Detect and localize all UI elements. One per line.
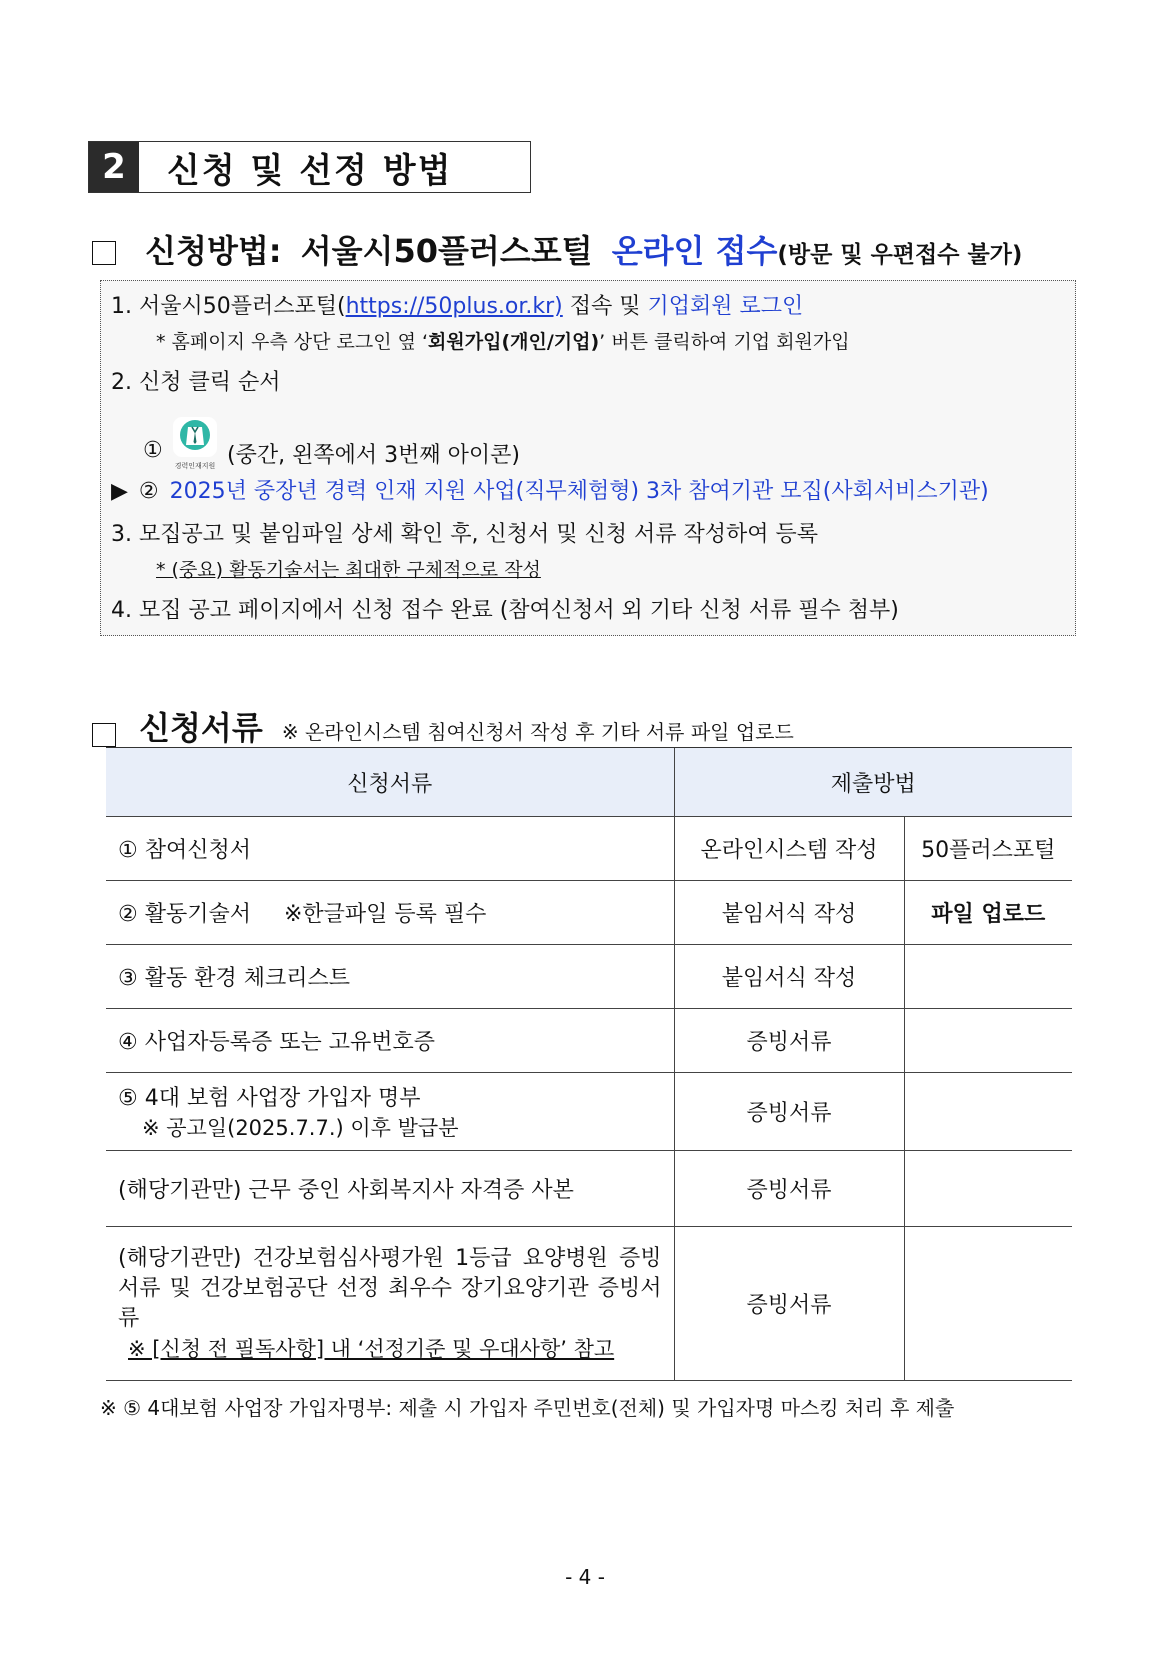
section-title: 신청 및 선정 방법	[167, 150, 453, 191]
step-1-note-bold: 회원가입(개인/기업)	[428, 331, 600, 353]
table-row	[106, 1073, 1072, 1151]
step-2-circle-1: ①	[143, 438, 163, 463]
arrow-right-icon: ▶	[111, 479, 128, 504]
method-cell: 붙임서식 작성	[674, 881, 904, 945]
step-3: 3. 모집공고 및 붙임파일 상세 확인 후, 신청서 및 신청 서류 작성하여 등록	[111, 522, 818, 547]
career-talent-app-icon[interactable]	[171, 415, 219, 471]
table-row	[106, 1009, 1072, 1073]
doc-note: ※한글파일 등록 필수	[283, 902, 487, 927]
step-2-program-line	[111, 474, 989, 505]
table-row	[106, 881, 1072, 945]
docs-heading-note: ※ 온라인시스템 침여신청서 작성 후 기타 서류 파일 업로드	[281, 720, 794, 744]
docs-heading-label: 신청서류	[139, 709, 263, 747]
table-header-row	[106, 748, 1072, 817]
app-icon-caption: 경력인재지원	[174, 462, 216, 470]
table-row	[106, 817, 1072, 881]
step-1-note	[156, 327, 850, 354]
step-2-icon-desc: (중간, 왼쪽에서 3번째 아이콘)	[227, 443, 520, 468]
extra-cell: 50플러스포털	[904, 817, 1072, 881]
step-1-login: 기업회원 로그인	[647, 294, 804, 319]
table-row	[106, 945, 1072, 1009]
footnote: ※ ⑤ 4대보험 사업장 가입자명부: 제출 시 가입자 주민번호(전체) 및 가입자명 마스킹 처리 후 제출	[100, 1396, 955, 1420]
method-cell: 붙임서식 작성	[674, 945, 904, 1009]
extra-cell	[904, 1151, 1072, 1227]
doc-cell: ④ 사업자등록증 또는 고유번호증	[106, 1009, 674, 1073]
step-1-note-b: ’ 버튼 클릭하여 기업 회원가입	[599, 331, 850, 353]
method-steps-box	[100, 280, 1076, 636]
method-cell: 증빙서류	[674, 1227, 904, 1381]
portal-link[interactable]: https://50plus.or.kr)	[345, 294, 563, 319]
doc-label: ② 활동기술서	[118, 902, 251, 927]
step-2-circle-2: ②	[138, 479, 159, 504]
step-3-note: * (중요) 활동기술서는 최대한 구체적으로 작성	[156, 559, 541, 581]
method-cell: 증빙서류	[674, 1073, 904, 1151]
extra-cell: 파일 업로드	[904, 881, 1072, 945]
step-1	[111, 289, 803, 320]
method-heading	[92, 226, 1022, 272]
doc-note: ※ [신청 전 필독사항] 내 ‘선정기준 및 우대사항’ 참고	[128, 1336, 615, 1361]
col-header-method: 제출방법	[674, 748, 1072, 817]
doc-cell: ① 참여신청서	[106, 817, 674, 881]
extra-cell	[904, 1227, 1072, 1381]
extra-cell	[904, 945, 1072, 1009]
step-2-program[interactable]: 2025년 중장년 경력 인재 지원 사업(직무체험형) 3차 참여기관 모집(사회서비스기관)	[169, 479, 989, 504]
extra-cell	[904, 1009, 1072, 1073]
method-heading-note: (방문 및 우편접수 불가)	[777, 242, 1023, 268]
docs-heading	[92, 703, 794, 749]
method-cell: 온라인시스템 작성	[674, 817, 904, 881]
doc-note: ※ 공고일(2025.7.7.) 이후 발급분	[142, 1116, 459, 1140]
step-1-note-a: * 홈페이지 우측 상단 로그인 옆 ‘	[156, 331, 429, 353]
table-row	[106, 1151, 1072, 1227]
doc-cell	[106, 881, 674, 945]
extra-cell	[904, 1073, 1072, 1151]
section-number: 2	[89, 142, 139, 192]
page-number: - 4 -	[565, 1565, 605, 1589]
doc-label: (해당기관만) 건강보험심사평가원 1등급 요양병원 증빙서류 및 건강보험공단 선정 최우수 장기요양기관 증빙서류	[118, 1245, 662, 1331]
step-4: 4. 모집 공고 페이지에서 신청 접수 완료 (참여신청서 외 기타 신청 서류 필수 첨부)	[111, 598, 899, 623]
step-1-mid: 접속 및	[562, 294, 648, 319]
table-row	[106, 1227, 1072, 1381]
step-2: 2. 신청 클릭 순서	[111, 370, 281, 395]
doc-cell: ③ 활동 환경 체크리스트	[106, 945, 674, 1009]
method-heading-portal: 서울시50플러스포털	[300, 232, 593, 270]
method-cell: 증빙서류	[674, 1009, 904, 1073]
checkbox-square-icon	[92, 241, 116, 265]
doc-label: ⑤ 4대 보험 사업장 가입자 명부	[118, 1086, 421, 1111]
method-heading-label: 신청방법:	[145, 232, 282, 270]
doc-cell	[106, 1227, 674, 1381]
doc-cell	[106, 1073, 674, 1151]
col-header-doc: 신청서류	[106, 748, 674, 817]
doc-cell: (해당기관만) 근무 중인 사회복지사 자격증 사본	[106, 1151, 674, 1227]
section-header	[88, 141, 531, 193]
checkbox-square-icon	[92, 723, 116, 747]
step-1-prefix: 1. 서울시50플러스포털(	[111, 294, 346, 319]
documents-table	[106, 747, 1072, 1381]
method-heading-online: 온라인 접수	[611, 232, 778, 270]
method-cell: 증빙서류	[674, 1151, 904, 1227]
